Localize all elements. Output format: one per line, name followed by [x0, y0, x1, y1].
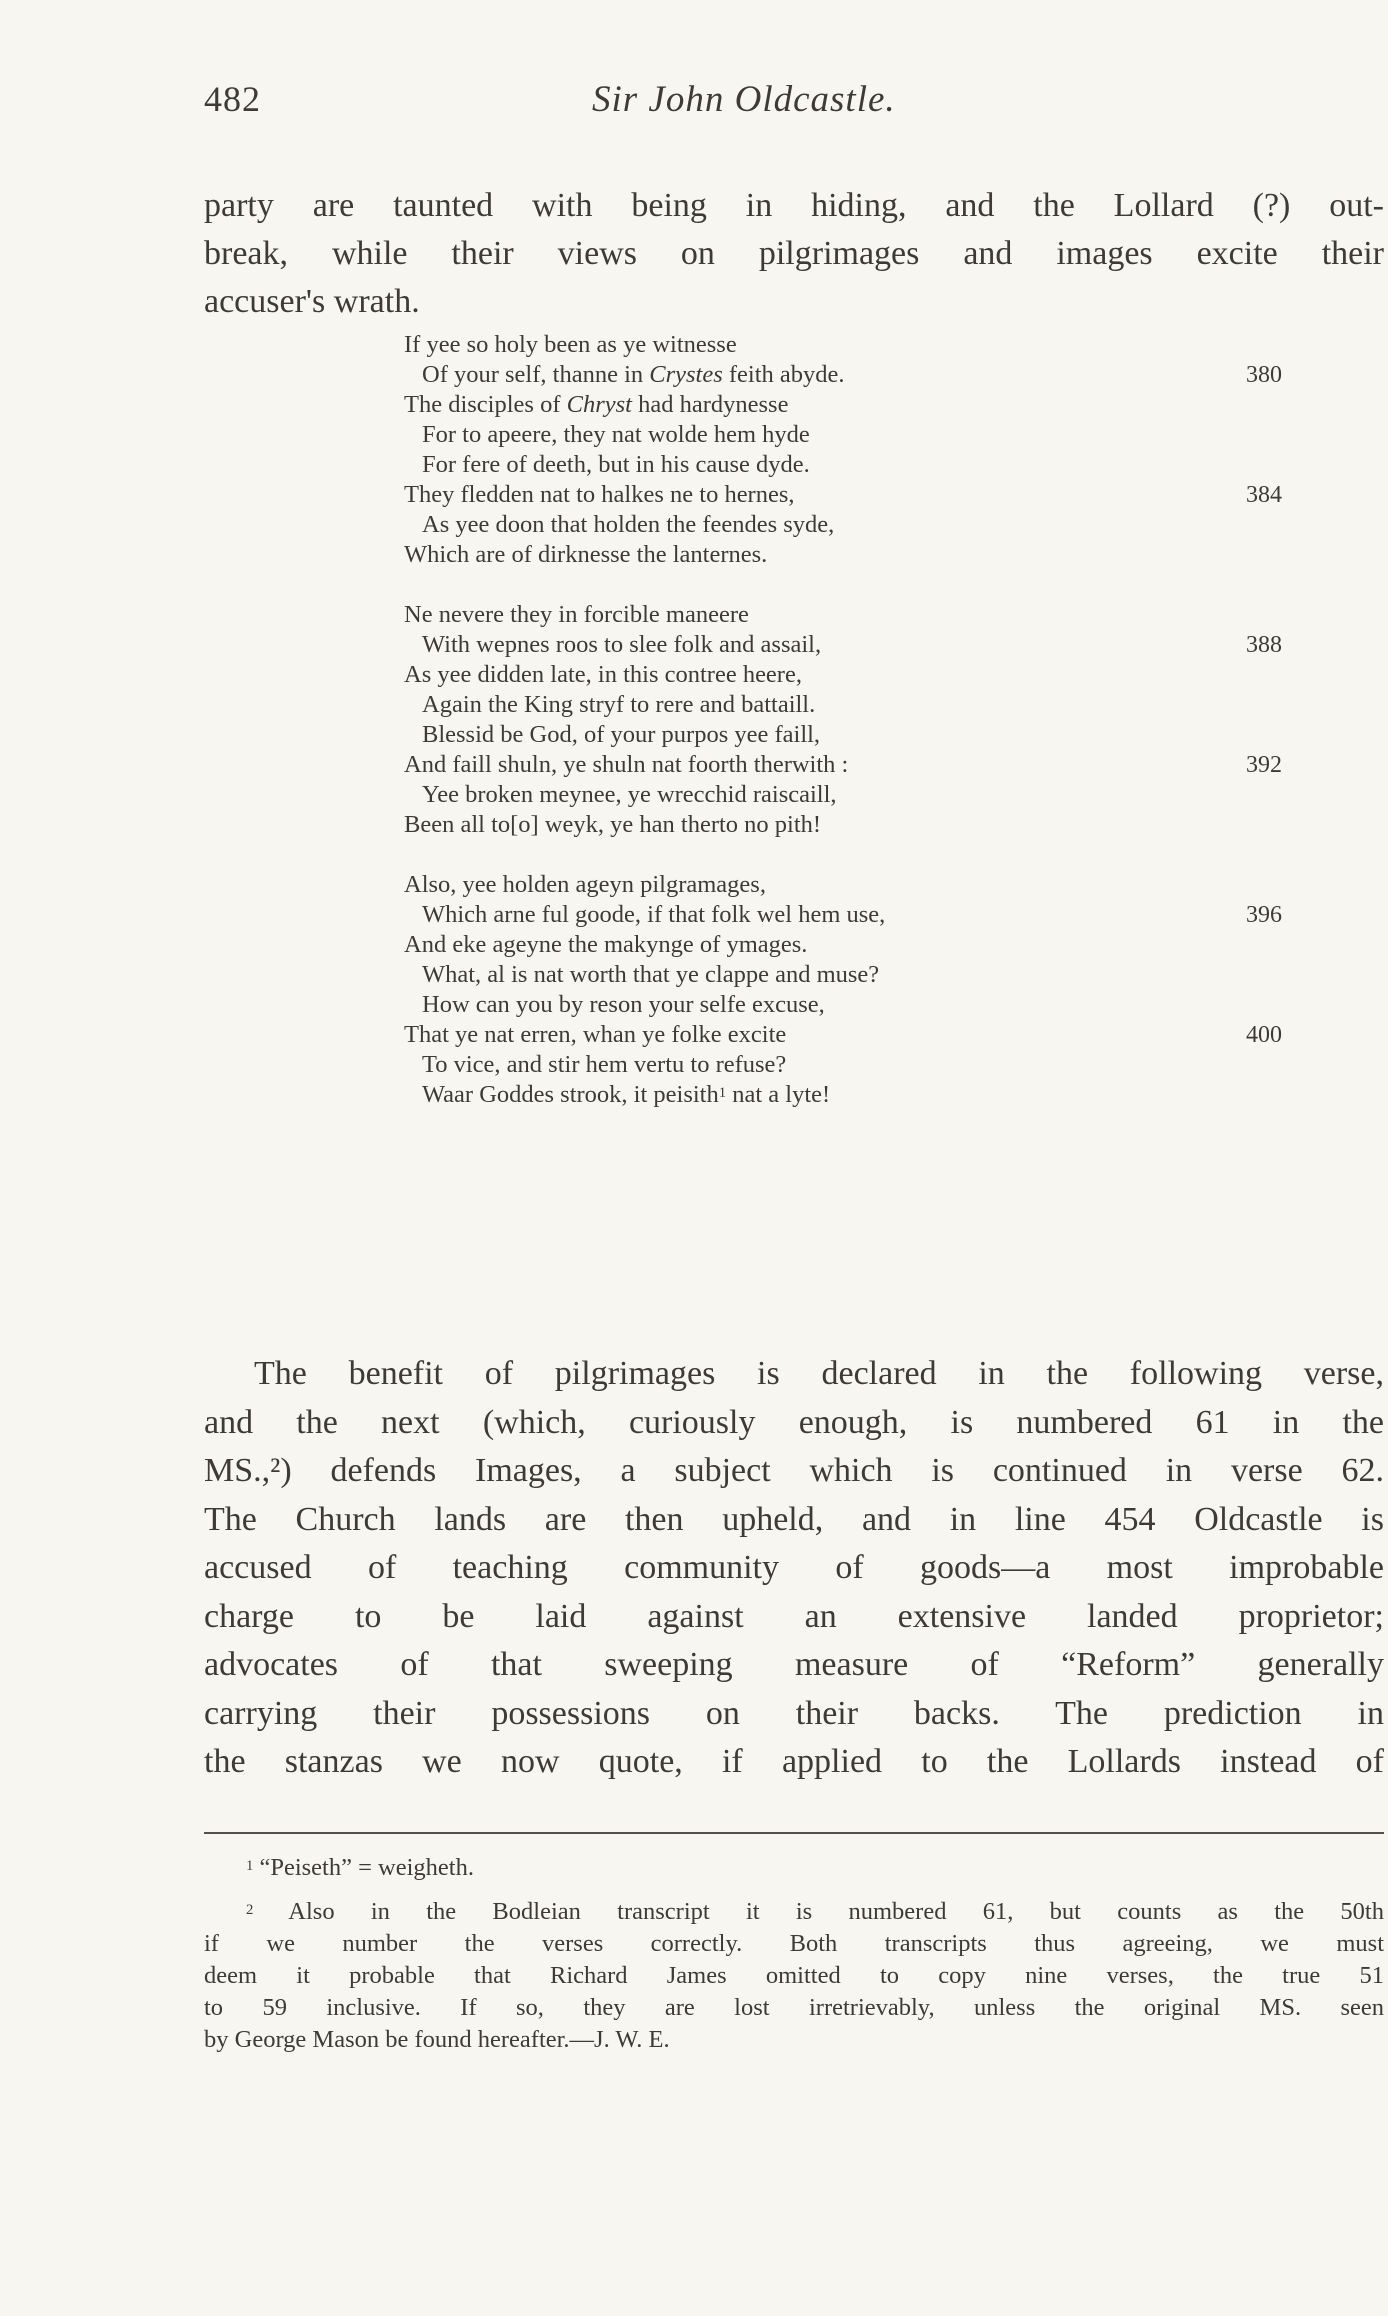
- verse-line: [404, 870, 1324, 900]
- verse-text: With wepnes roos to slee folk and assail,: [422, 631, 822, 658]
- line-number: 384: [1246, 482, 1282, 508]
- verse-text: For to apeere, they nat wolde hem hyde: [422, 421, 810, 448]
- text-line: advocates of that sweeping measure of “Reform” generally: [204, 1646, 1384, 1683]
- page-header: [204, 78, 1388, 138]
- stanza: [404, 870, 1324, 1110]
- footnote: [204, 1896, 1384, 2056]
- verse-line: [404, 660, 1324, 690]
- verse-line: [404, 1050, 1324, 1080]
- verse-line: [404, 510, 1324, 540]
- footnote-line: $^2$ Also in the Bodleian transcript it is numbered 61, but counts as the 50th: [246, 1898, 1384, 1925]
- footnote-line: deem it probable that Richard James omitted to copy nine verses, the true 51: [204, 1962, 1384, 1989]
- verse-text: For fere of deeth, but in his cause dyde.: [422, 451, 810, 478]
- verse-line: [404, 450, 1324, 480]
- verse-line: [404, 390, 1324, 420]
- verse-text: Waar Goddes strook, it peisith$^1$ nat a lyte!: [422, 1081, 831, 1108]
- verse-text: How can you by reson your selfe excuse,: [422, 991, 825, 1018]
- verse-text: As yee didden late, in this contree heere,: [404, 661, 802, 688]
- verse-line: [404, 990, 1324, 1020]
- verse-text: As yee doon that holden the feendes syde,: [422, 511, 835, 538]
- verse-text: Of your self, thanne in Crystes feith abyde.: [422, 361, 845, 388]
- line-number: 388: [1246, 632, 1282, 658]
- verse-text: Been all to[o] weyk, ye han therto no pith!: [404, 811, 822, 838]
- verse-text: That ye nat erren, whan ye folke excite: [404, 1021, 787, 1048]
- verse-line: [404, 1020, 1324, 1050]
- verse-text: Blessid be God, of your purpos yee faill,: [422, 721, 821, 748]
- verse-text: Yee broken meynee, ye wrecchid raiscaill,: [422, 781, 837, 808]
- footnotes: [204, 1852, 1384, 2068]
- verse-line: [404, 720, 1324, 750]
- verse-line: [404, 330, 1324, 360]
- verse-line: [404, 690, 1324, 720]
- verse-line: [404, 360, 1324, 390]
- text-line: accused of teaching community of goods—a most improbable: [204, 1549, 1384, 1586]
- footnote-divider: [204, 1832, 1384, 1834]
- text-line: carrying their possessions on their backs. The prediction in: [204, 1694, 1384, 1732]
- verse-line: [404, 480, 1324, 510]
- text-line: and the next (which, curiously enough, is numbered 61 in the: [204, 1403, 1384, 1441]
- verse-text: Again the King stryf to rere and battaill.: [422, 691, 816, 718]
- verse-block: [404, 330, 1324, 1140]
- line-number: 396: [1246, 902, 1282, 928]
- text-line: accuser's wrath.: [204, 283, 420, 320]
- line-number: 392: [1246, 752, 1282, 778]
- footnote-marker: 1: [246, 1858, 254, 1874]
- footnote-line: if we number the verses correctly. Both transcripts thus agreeing, we must: [204, 1930, 1384, 1957]
- verse-line: [404, 780, 1324, 810]
- verse-line: [404, 900, 1324, 930]
- running-title: Sir John Oldcastle.: [592, 79, 896, 120]
- verse-text: And eke ageyne the makynge of ymages.: [404, 931, 808, 958]
- footnote: [204, 1852, 1384, 1884]
- verse-line: [404, 810, 1324, 840]
- verse-line: [404, 540, 1324, 570]
- body-paragraph: [204, 1350, 1384, 1787]
- verse-line: [404, 1080, 1324, 1110]
- stanza: [404, 600, 1324, 840]
- footnote-line: by George Mason be found hereafter.—J. W. E.: [204, 2026, 670, 2053]
- page-number: 482: [204, 79, 261, 119]
- footnote-line: to 59 inclusive. If so, they are lost irretrievably, unless the original MS. seen: [204, 1994, 1384, 2021]
- verse-text: The disciples of Chryst had hardynesse: [404, 391, 789, 418]
- verse-text: Ne nevere they in forcible maneere: [404, 601, 749, 628]
- verse-line: [404, 600, 1324, 630]
- verse-text: Also, yee holden ageyn pilgramages,: [404, 871, 766, 898]
- line-number: 380: [1246, 362, 1282, 388]
- verse-text: They fledden nat to halkes ne to hernes,: [404, 481, 795, 508]
- text-line: The Church lands are then upheld, and in line 454 Oldcastle is: [204, 1500, 1384, 1538]
- text-line: MS.,²) defends Images, a subject which is continued in verse 62.: [204, 1452, 1384, 1489]
- verse-line: [404, 960, 1324, 990]
- verse-text: If yee so holy been as ye witnesse: [404, 331, 737, 358]
- verse-line: [404, 420, 1324, 450]
- verse-text: Which arne ful goode, if that folk wel hem use,: [422, 901, 886, 928]
- text-line: the stanzas we now quote, if applied to the Lollards instead of: [204, 1743, 1384, 1780]
- verse-line: [404, 750, 1324, 780]
- text-line: break, while their views on pilgrimages and images excite their: [204, 235, 1384, 272]
- footnote-line: $^1$ “Peiseth” = weigheth.: [246, 1854, 474, 1881]
- text-line: party are taunted with being in hiding, and the Lollard (?) out-: [204, 187, 1384, 224]
- verse-line: [404, 930, 1324, 960]
- intro-paragraph: [204, 182, 1384, 326]
- text-line: charge to be laid against an extensive landed proprietor;: [204, 1597, 1384, 1635]
- verse-text: What, al is nat worth that ye clappe and muse?: [422, 961, 880, 988]
- stanza: [404, 330, 1324, 570]
- verse-text: To vice, and stir hem vertu to refuse?: [422, 1051, 787, 1078]
- verse-text: Which are of dirknesse the lanternes.: [404, 541, 768, 568]
- line-number: 400: [1246, 1022, 1282, 1048]
- verse-line: [404, 630, 1324, 660]
- text-line: The benefit of pilgrimages is declared in the following verse,: [254, 1355, 1384, 1392]
- footnote-marker: 2: [246, 1902, 254, 1918]
- verse-text: And faill shuln, ye shuln nat foorth therwith :: [404, 751, 849, 778]
